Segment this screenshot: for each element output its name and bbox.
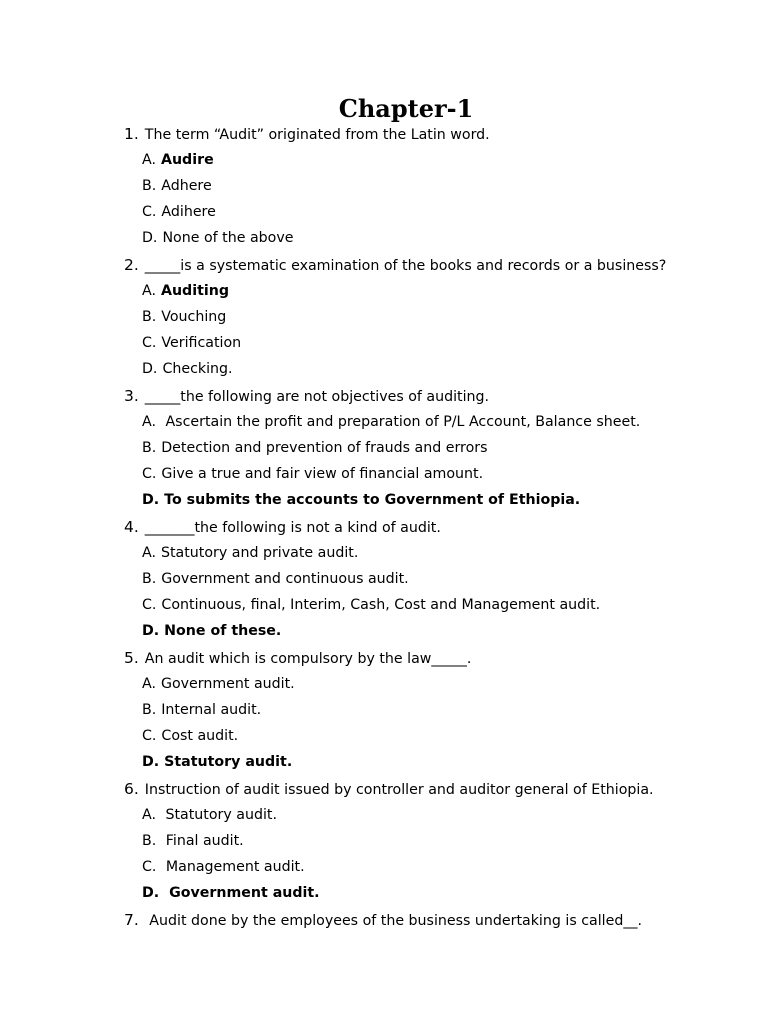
option-text: Verification <box>161 335 242 351</box>
option-text: Give a true and fair view of financial amount. <box>161 466 484 482</box>
option-6-d <box>142 884 320 902</box>
option-text: Statutory and private audit. <box>160 545 359 561</box>
option-1-a <box>142 151 214 169</box>
option-4-b <box>142 570 409 588</box>
question-text: The term “Audit” originated from the Latin word. <box>144 127 490 143</box>
option-2-a <box>142 282 229 300</box>
question-number: 1. <box>124 125 139 143</box>
option-letter: B. <box>142 833 157 849</box>
question-4 <box>124 518 441 537</box>
option-text: Cost audit. <box>161 728 239 744</box>
question-number: 3. <box>124 387 139 405</box>
question-text: _____the following are not objectives of auditing. <box>144 389 490 405</box>
option-text: Ascertain the profit and preparation of P/L Account, Balance sheet. <box>160 414 641 430</box>
option-letter: B. <box>142 571 157 587</box>
question-3 <box>124 387 489 406</box>
option-2-c <box>142 334 241 352</box>
option-text: Audire <box>160 152 214 168</box>
option-letter: D. <box>142 885 160 901</box>
option-5-c <box>142 727 238 745</box>
option-4-c <box>142 596 600 614</box>
option-text: To submits the accounts to Government of Ethiopia. <box>164 492 581 508</box>
question-text: Audit done by the employees of the business undertaking is called__. <box>144 913 643 929</box>
page-title: Chapter-1 <box>338 94 474 123</box>
option-text: Detection and prevention of frauds and errors <box>161 440 488 456</box>
option-letter: D. <box>142 230 158 246</box>
option-1-c <box>142 203 216 221</box>
question-6 <box>124 780 654 799</box>
option-letter: D. <box>142 754 160 770</box>
option-text: Statutory audit. <box>160 807 277 823</box>
option-1-d <box>142 229 293 247</box>
option-2-d <box>142 360 233 378</box>
question-number: 4. <box>124 518 139 536</box>
option-letter: B. <box>142 309 157 325</box>
option-text: Government audit. <box>160 676 295 692</box>
option-text: Adihere <box>161 204 216 220</box>
question-5 <box>124 649 471 668</box>
question-text: Instruction of audit issued by controller and auditor general of Ethiopia. <box>144 782 654 798</box>
option-letter: B. <box>142 178 157 194</box>
option-letter: A. <box>142 152 156 168</box>
question-text: _____is a systematic examination of the books and records or a business? <box>144 258 667 274</box>
question-number: 5. <box>124 649 139 667</box>
option-6-c <box>142 858 305 876</box>
option-letter: D. <box>142 361 158 377</box>
option-text: Internal audit. <box>161 702 262 718</box>
option-letter: C. <box>142 204 157 220</box>
option-letter: C. <box>142 859 157 875</box>
option-letter: A. <box>142 676 156 692</box>
option-3-c <box>142 465 483 483</box>
option-5-d <box>142 753 292 771</box>
option-5-b <box>142 701 261 719</box>
question-text: An audit which is compulsory by the law_____. <box>144 651 472 667</box>
option-6-a <box>142 806 277 824</box>
option-letter: D. <box>142 623 160 639</box>
option-4-d <box>142 622 281 640</box>
option-5-a <box>142 675 295 693</box>
option-text: None of the above <box>162 230 294 246</box>
option-text: Government and continuous audit. <box>161 571 409 587</box>
option-letter: A. <box>142 414 156 430</box>
option-letter: C. <box>142 597 157 613</box>
option-letter: B. <box>142 702 157 718</box>
option-3-d <box>142 491 580 509</box>
option-text: Statutory audit. <box>164 754 293 770</box>
option-2-b <box>142 308 226 326</box>
option-1-b <box>142 177 212 195</box>
question-number: 6. <box>124 780 139 798</box>
question-7 <box>124 911 642 930</box>
option-text: Continuous, final, Interim, Cash, Cost and Management audit. <box>161 597 601 613</box>
option-letter: C. <box>142 728 157 744</box>
option-letter: A. <box>142 545 156 561</box>
option-6-b <box>142 832 244 850</box>
option-letter: C. <box>142 466 157 482</box>
option-text: Adhere <box>161 178 212 194</box>
option-3-a <box>142 413 640 431</box>
option-letter: B. <box>142 440 157 456</box>
question-1 <box>124 125 490 144</box>
option-text: Vouching <box>161 309 227 325</box>
option-3-b <box>142 439 488 457</box>
option-letter: A. <box>142 283 156 299</box>
option-letter: D. <box>142 492 160 508</box>
question-2 <box>124 256 666 275</box>
option-text: None of these. <box>164 623 282 639</box>
option-text: Auditing <box>160 283 229 299</box>
option-text: Final audit. <box>161 833 244 849</box>
option-text: Government audit. <box>164 885 320 901</box>
option-letter: A. <box>142 807 156 823</box>
option-4-a <box>142 544 358 562</box>
question-number: 2. <box>124 256 139 274</box>
option-letter: C. <box>142 335 157 351</box>
question-text: _______the following is not a kind of audit. <box>144 520 441 536</box>
option-text: Management audit. <box>161 859 305 875</box>
question-number: 7. <box>124 911 139 929</box>
option-text: Checking. <box>162 361 233 377</box>
